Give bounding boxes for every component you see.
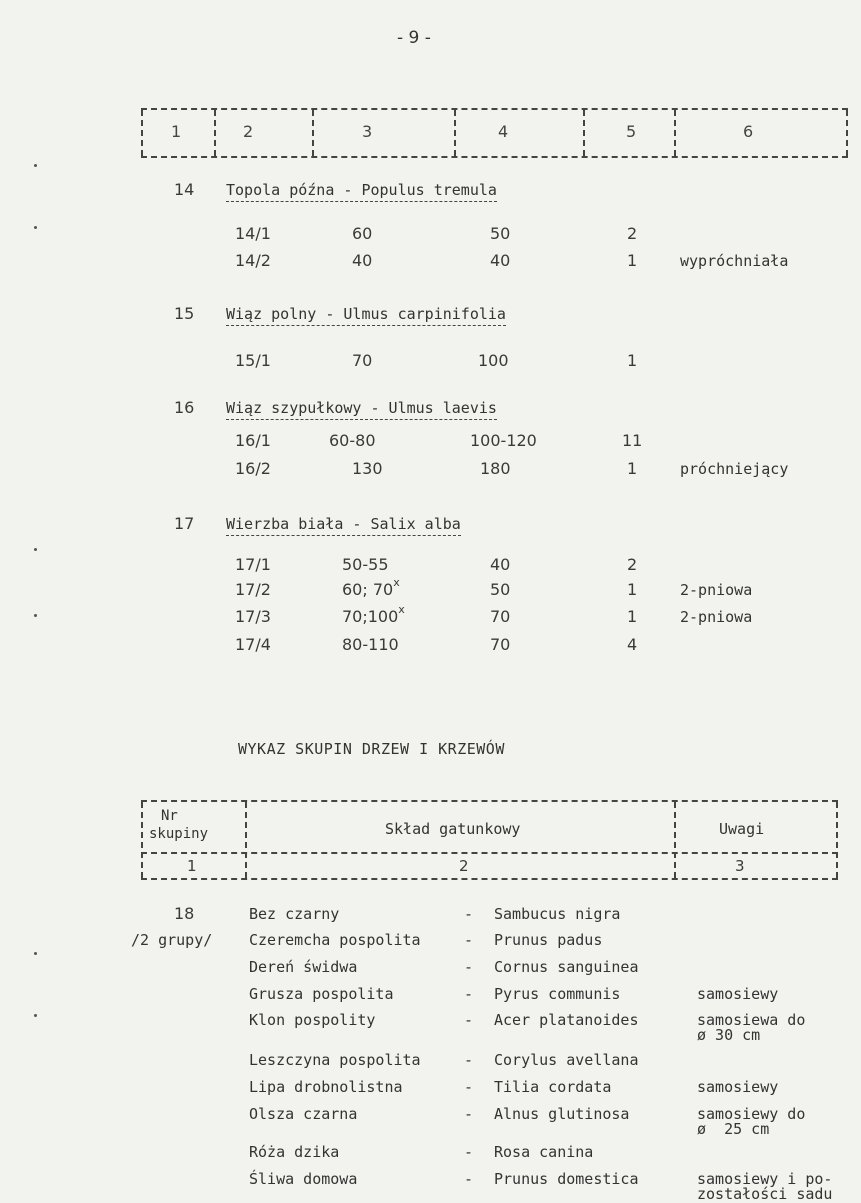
- entry-col5: 1: [627, 607, 638, 626]
- entry-remark: 2-pniowa: [680, 581, 753, 599]
- species-latin-name: Sambucus nigra: [494, 905, 621, 923]
- species-latin-name: Alnus glutinosa: [494, 1105, 630, 1123]
- entry-col5: 1: [627, 459, 638, 478]
- entry-id: 17/2: [235, 580, 271, 599]
- species-polish-name: Śliwa domowa: [249, 1170, 358, 1188]
- species-number: 16: [174, 398, 195, 417]
- entry-col3: 70: [352, 351, 373, 370]
- margin-mark: [34, 548, 37, 551]
- entry-id: 17/4: [235, 635, 271, 654]
- column-divider: [245, 802, 247, 878]
- entry-id: 17/3: [235, 607, 271, 626]
- group-subtitle: /2 grupy/: [131, 931, 213, 949]
- column-header-1: 1: [171, 122, 182, 141]
- species-title: Wiąz szypułkowy - Ulmus laevis: [226, 399, 497, 420]
- dash-separator: -: [464, 1143, 474, 1161]
- header-remarks: Uwagi: [719, 820, 765, 838]
- column-divider: [141, 802, 143, 878]
- header-num-2: 2: [459, 857, 469, 875]
- entry-id: 14/1: [235, 224, 271, 243]
- species-polish-name: Czeremcha pospolita: [249, 931, 421, 949]
- species-remark: samosiewy: [697, 1078, 779, 1096]
- species-latin-name: Corylus avellana: [494, 1051, 639, 1069]
- dash-separator: -: [464, 1011, 474, 1029]
- entry-remark: wypróchniała: [680, 252, 789, 270]
- header-composition: Skład gatunkowy: [385, 820, 521, 838]
- column-divider: [141, 110, 143, 156]
- column-header-6: 6: [743, 122, 754, 141]
- species-latin-name: Pyrus communis: [494, 985, 621, 1003]
- species-title: Topola późna - Populus tremula: [226, 181, 497, 202]
- column-header-2: 2: [243, 122, 254, 141]
- species-polish-name: Klon pospolity: [249, 1011, 376, 1029]
- species-title: Wiąz polny - Ulmus carpinifolia: [226, 305, 506, 326]
- section-heading: WYKAZ SKUPIN DRZEW I KRZEWÓW: [238, 740, 505, 758]
- column-divider: [674, 802, 676, 878]
- header-nr: Nr: [161, 808, 178, 824]
- entry-col5: 4: [627, 635, 638, 654]
- dash-separator: -: [464, 931, 474, 949]
- column-divider: [454, 110, 456, 156]
- entry-col4: 100: [478, 351, 509, 370]
- entry-remark: 2-pniowa: [680, 608, 753, 626]
- entry-col3: 40: [352, 251, 373, 270]
- species-remark: samosiewa do ø 30 cm: [697, 1011, 806, 1044]
- species-remark: samosiewy i po- zostałości sadu: [697, 1170, 833, 1203]
- entry-col3-with-superscript: [342, 603, 405, 626]
- entry-col3: 60: [352, 224, 373, 243]
- species-latin-name: Rosa canina: [494, 1143, 594, 1161]
- entry-col4: 50: [490, 224, 511, 243]
- column-header-3: 3: [362, 122, 373, 141]
- header-num-3: 3: [735, 857, 745, 875]
- page-number: - 9 -: [397, 28, 431, 48]
- margin-mark: [34, 952, 37, 955]
- entry-id: 17/1: [235, 555, 271, 574]
- species-latin-name: Acer platanoides: [494, 1011, 639, 1029]
- entry-col3: 50-55: [342, 555, 389, 574]
- entry-col4: 70: [490, 635, 511, 654]
- species-remark: samosiewy do ø 25 cm: [697, 1105, 806, 1138]
- entry-id: 16/1: [235, 431, 271, 450]
- column-divider: [214, 110, 216, 156]
- entry-id: 15/1: [235, 351, 271, 370]
- species-number: 15: [174, 304, 195, 323]
- entry-col5: 2: [627, 555, 638, 574]
- dash-separator: -: [464, 1078, 474, 1096]
- header-num-1: 1: [187, 857, 197, 875]
- species-polish-name: Róża dzika: [249, 1143, 340, 1161]
- entry-col4: 100-120: [470, 431, 537, 450]
- entry-col5: 1: [627, 351, 638, 370]
- species-latin-name: Prunus domestica: [494, 1170, 639, 1188]
- species-polish-name: Dereń świdwa: [249, 958, 358, 976]
- species-title: Wierzba biała - Salix alba: [226, 515, 461, 536]
- margin-mark: [34, 614, 37, 617]
- entry-col4: 180: [480, 459, 511, 478]
- dash-separator: -: [464, 958, 474, 976]
- species-number: 17: [174, 514, 195, 533]
- entry-col4: 40: [490, 555, 511, 574]
- dash-separator: -: [464, 985, 474, 1003]
- species-latin-name: Cornus sanguinea: [494, 958, 639, 976]
- header-skupiny: skupiny: [149, 826, 209, 842]
- entry-col3-with-superscript: [342, 576, 400, 599]
- species-polish-name: Lipa drobnolistna: [249, 1078, 403, 1096]
- column-divider: [583, 110, 585, 156]
- entry-col5: 1: [627, 580, 638, 599]
- margin-mark: [34, 226, 37, 229]
- superscript-mark: x: [398, 603, 405, 616]
- column-header-5: 5: [626, 122, 637, 141]
- entry-col4: 70: [490, 607, 511, 626]
- column-divider: [312, 110, 314, 156]
- entry-col3: 70;100: [342, 607, 399, 626]
- entry-id: 14/2: [235, 251, 271, 270]
- entry-col4: 50: [490, 580, 511, 599]
- column-divider: [836, 802, 838, 878]
- entry-col3: 60; 70: [342, 580, 394, 599]
- entry-id: 16/2: [235, 459, 271, 478]
- species-polish-name: Olsza czarna: [249, 1105, 358, 1123]
- column-divider: [846, 110, 848, 156]
- group-number: 18: [174, 904, 195, 923]
- species-latin-name: Tilia cordata: [494, 1078, 612, 1096]
- margin-mark: [34, 164, 37, 167]
- entry-col5: 11: [622, 431, 643, 450]
- species-polish-name: Bez czarny: [249, 905, 340, 923]
- entry-col5: 1: [627, 251, 638, 270]
- species-number: 14: [174, 180, 195, 199]
- entry-col3: 130: [352, 459, 383, 478]
- dash-separator: -: [464, 1105, 474, 1123]
- species-polish-name: Grusza pospolita: [249, 985, 394, 1003]
- species-latin-name: Prunus padus: [494, 931, 603, 949]
- entry-col4: 40: [490, 251, 511, 270]
- entry-remark: próchniejący: [680, 460, 789, 478]
- group-header-table: [141, 800, 838, 880]
- column-divider: [674, 110, 676, 156]
- entry-col5: 2: [627, 224, 638, 243]
- superscript-mark: x: [393, 576, 400, 589]
- species-polish-name: Leszczyna pospolita: [249, 1051, 421, 1069]
- column-header-4: 4: [498, 122, 509, 141]
- entry-col3: 80-110: [342, 635, 399, 654]
- margin-mark: [34, 1014, 37, 1017]
- header-divider: [141, 852, 838, 854]
- species-remark: samosiewy: [697, 985, 779, 1003]
- column-header-table: [141, 108, 848, 158]
- dash-separator: -: [464, 905, 474, 923]
- dash-separator: -: [464, 1051, 474, 1069]
- dash-separator: -: [464, 1170, 474, 1188]
- entry-col3: 60-80: [329, 431, 376, 450]
